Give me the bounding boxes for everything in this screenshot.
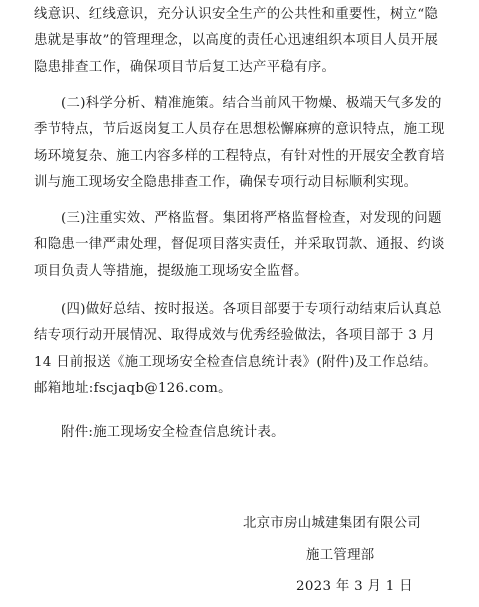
signature-department: 施工管理部 xyxy=(306,548,375,563)
text-line: 季节特点，节后返岗复工人员存在思想松懈麻痹的意识特点，施工现 xyxy=(34,122,445,138)
text-line: 隐患排查工作，确保项目节后复工达产平稳有序。 xyxy=(34,59,336,75)
paragraph-attachment xyxy=(34,420,454,446)
email-line: 邮箱地址:fscjaqb@126.com。 xyxy=(34,380,232,396)
paragraph-section-3 xyxy=(34,206,454,285)
text-line: 项目负责人等措施，提级施工现场安全监督。 xyxy=(34,263,308,279)
text-line: (四)做好总结、按时报送。各项目部要于专项行动结束后认真总 xyxy=(61,302,442,317)
paragraph-section-4 xyxy=(34,297,454,402)
text-line: 线意识、红线意识，充分认识安全生产的公共性和重要性，树立“隐 xyxy=(34,7,439,22)
attachment-line: 附件:施工现场安全检查信息统计表。 xyxy=(61,425,285,440)
text-line: 训与施工现场安全隐患排查工作，确保专项行动目标顺利实现。 xyxy=(34,174,418,190)
signature-organization: 北京市房山城建集团有限公司 xyxy=(243,516,421,531)
paragraph-section-2 xyxy=(34,91,454,196)
text-line: 患就是事故”的管理理念，以高度的责任心迅速组织本项目人员开展 xyxy=(34,33,439,49)
text-line: (二)科学分析、精准施策。结合当前风干物燥、极端天气多发的 xyxy=(61,96,442,111)
text-line: 和隐患一律严肃处理，督促项目落实责任，并采取罚款、通报、约谈 xyxy=(34,237,445,253)
text-line: 结专项行动开展情况、取得成效与优秀经验做法，各项目部于 3 月 xyxy=(34,328,436,344)
paragraph-intro-tail xyxy=(34,2,454,81)
text-line: (三)注重实效、严格监督。集团将严格监督检查，对发现的问题 xyxy=(61,211,442,226)
signature-date: 2023 年 3 月 1 日 xyxy=(296,579,413,594)
text-line: 14 日前报送《施工现场安全检查信息统计表》(附件)及工作总结。 xyxy=(34,354,437,370)
text-line: 场环境复杂、施工内容多样的工程特点，有针对性的开展安全教育培 xyxy=(34,148,445,164)
